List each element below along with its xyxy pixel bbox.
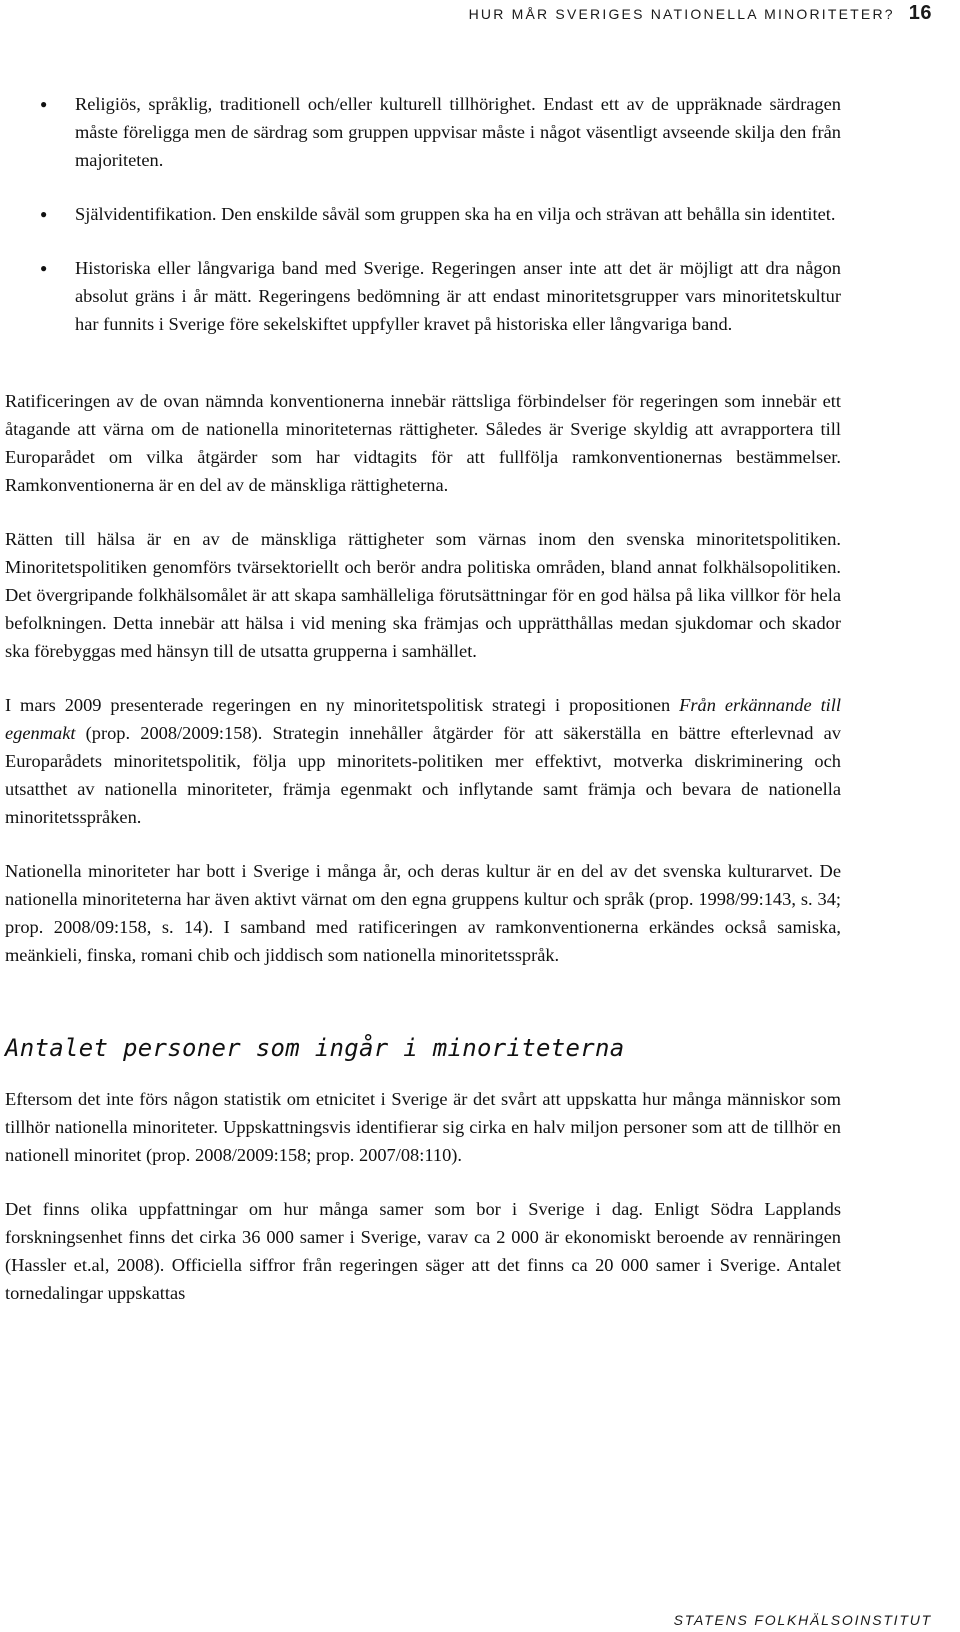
running-footer: STATENS FOLKHÄLSOINSTITUT <box>673 1612 932 1628</box>
criteria-bullet-list <box>5 90 841 338</box>
bullet-icon: ● <box>40 97 48 111</box>
paragraph-health-right: Rätten till hälsa är en av de mänskliga rättigheter som värnas inom den svenska minoritetspolitiken. Minoritetspolitiken genomförs tvärsektoriellt och berör andra politiska områden, bland annat folkhälsopolitiken. Det övergripande folkhälsomålet är att skapa samhälleliga förutsättningar för en god hälsa på lika villkor för hela befolkningen. Detta innebär att hälsa i vid mening ska främjas och upprätthållas medan sjukdomar och skador ska förebyggas med hänsyn till de utsatta grupperna i samhället. <box>5 529 841 661</box>
paragraph-ratification: Ratificeringen av de ovan nämnda konventionerna innebär rättsliga förbindelser för regeringen som innebär ett åtagande att värna om de nationella minoriteternas rättigheter. Således är Sverige skyldig att avrapportera till Europarådet om vilka åtgärder som har vidtagits för att fullfölja ramkonventionernas bestämmelser. Ramkonventionerna är en del av de mänskliga rättigheterna. <box>5 391 841 495</box>
bullet-item-self-identification <box>5 200 841 228</box>
bullet-item-historical-ties <box>5 254 841 338</box>
strategy-text-after: (prop. 2008/2009:158). Strategin innehåller åtgärder för att säkerställa en bättre efterlevnad av Europarådets minoritetspolitik, följa upp minoritets-politiken mer effektivt, motverka diskriminering och utsatthet av nationella minoriteter, främja egenmakt och inflytande samt främja och bevara de nationella minoritetsspråken. <box>5 723 841 827</box>
bullet-text: Självidentifikation. Den enskilde såväl som gruppen ska ha en vilja och strävan att behålla sin identitet. <box>75 204 836 224</box>
page-content <box>5 90 841 1307</box>
bullet-item-religious-affiliation <box>5 90 841 174</box>
paragraph-cultural-heritage: Nationella minoriteter har bott i Sverige i många år, och deras kultur är en del av det svenska kulturarvet. De nationella minoriteterna har även aktivt värnat om den egna gruppens kultur och språk (prop. 1998/99:143, s. 34; prop. 2008/09:158, s. 14). I samband med ratificeringen av ramkonventionerna erkändes också samiska, meänkieli, finska, romani chib och jiddisch som nationella minoritetsspråk. <box>5 861 841 965</box>
strategy-text-before: I mars 2009 presenterade regeringen en ny minoritetspolitisk strategi i propositionen <box>5 695 680 715</box>
paragraph-minority-strategy <box>5 691 841 831</box>
running-header <box>469 2 932 26</box>
paragraph-sami-population: Det finns olika uppfattningar om hur många samer som bor i Sverige i dag. Enligt Södra Lapplands forskningsenhet finns det cirka 36 000 samer i Sverige, varav ca 2 000 är ekonomiskt beroende av rennäringen (Hassler et.al, 2008). Officiella siffror från regeringen säger att det finns ca 20 000 samer i Sverige. Antalet tornedalingar uppskattas <box>5 1199 841 1303</box>
bullet-icon: ● <box>40 261 48 275</box>
bullet-icon: ● <box>40 207 48 221</box>
paragraph-minority-estimate: Eftersom det inte förs någon statistik om etnicitet i Sverige är det svårt att uppskatta hur många människor som tillhör nationella minoriteter. Uppskattningsvis identifierar sig cirka en halv miljon personer som att de tillhör en nationell minoritet (prop. 2008/2009:158; prop. 2007/08:110). <box>5 1089 841 1165</box>
bullet-text: Historiska eller långvariga band med Sverige. Regeringen anser inte att det är möjligt att dra någon absolut gräns i år mätt. Regeringens bedömning är att endast minoritetsgrupper vars minoritetskultur har funnits i Sverige före sekelskiftet uppfyller kravet på historiska eller långvariga band. <box>75 258 841 334</box>
proposition-title: Från erkännande till egenmakt <box>5 695 842 743</box>
bullet-text: Religiös, språklig, traditionell och/eller kulturell tillhörighet. Endast ett av de uppräknade särdragen måste föreligga men de särdrag som gruppen uppvisar måste i något väsentligt avseende skilja den från majoriteten. <box>75 94 841 170</box>
running-header-title: HUR MÅR SVERIGES NATIONELLA MINORITETER? <box>468 6 895 22</box>
page-number: 16 <box>908 2 932 24</box>
section-heading: Antalet personer som ingår i minoriteterna <box>5 1034 625 1062</box>
